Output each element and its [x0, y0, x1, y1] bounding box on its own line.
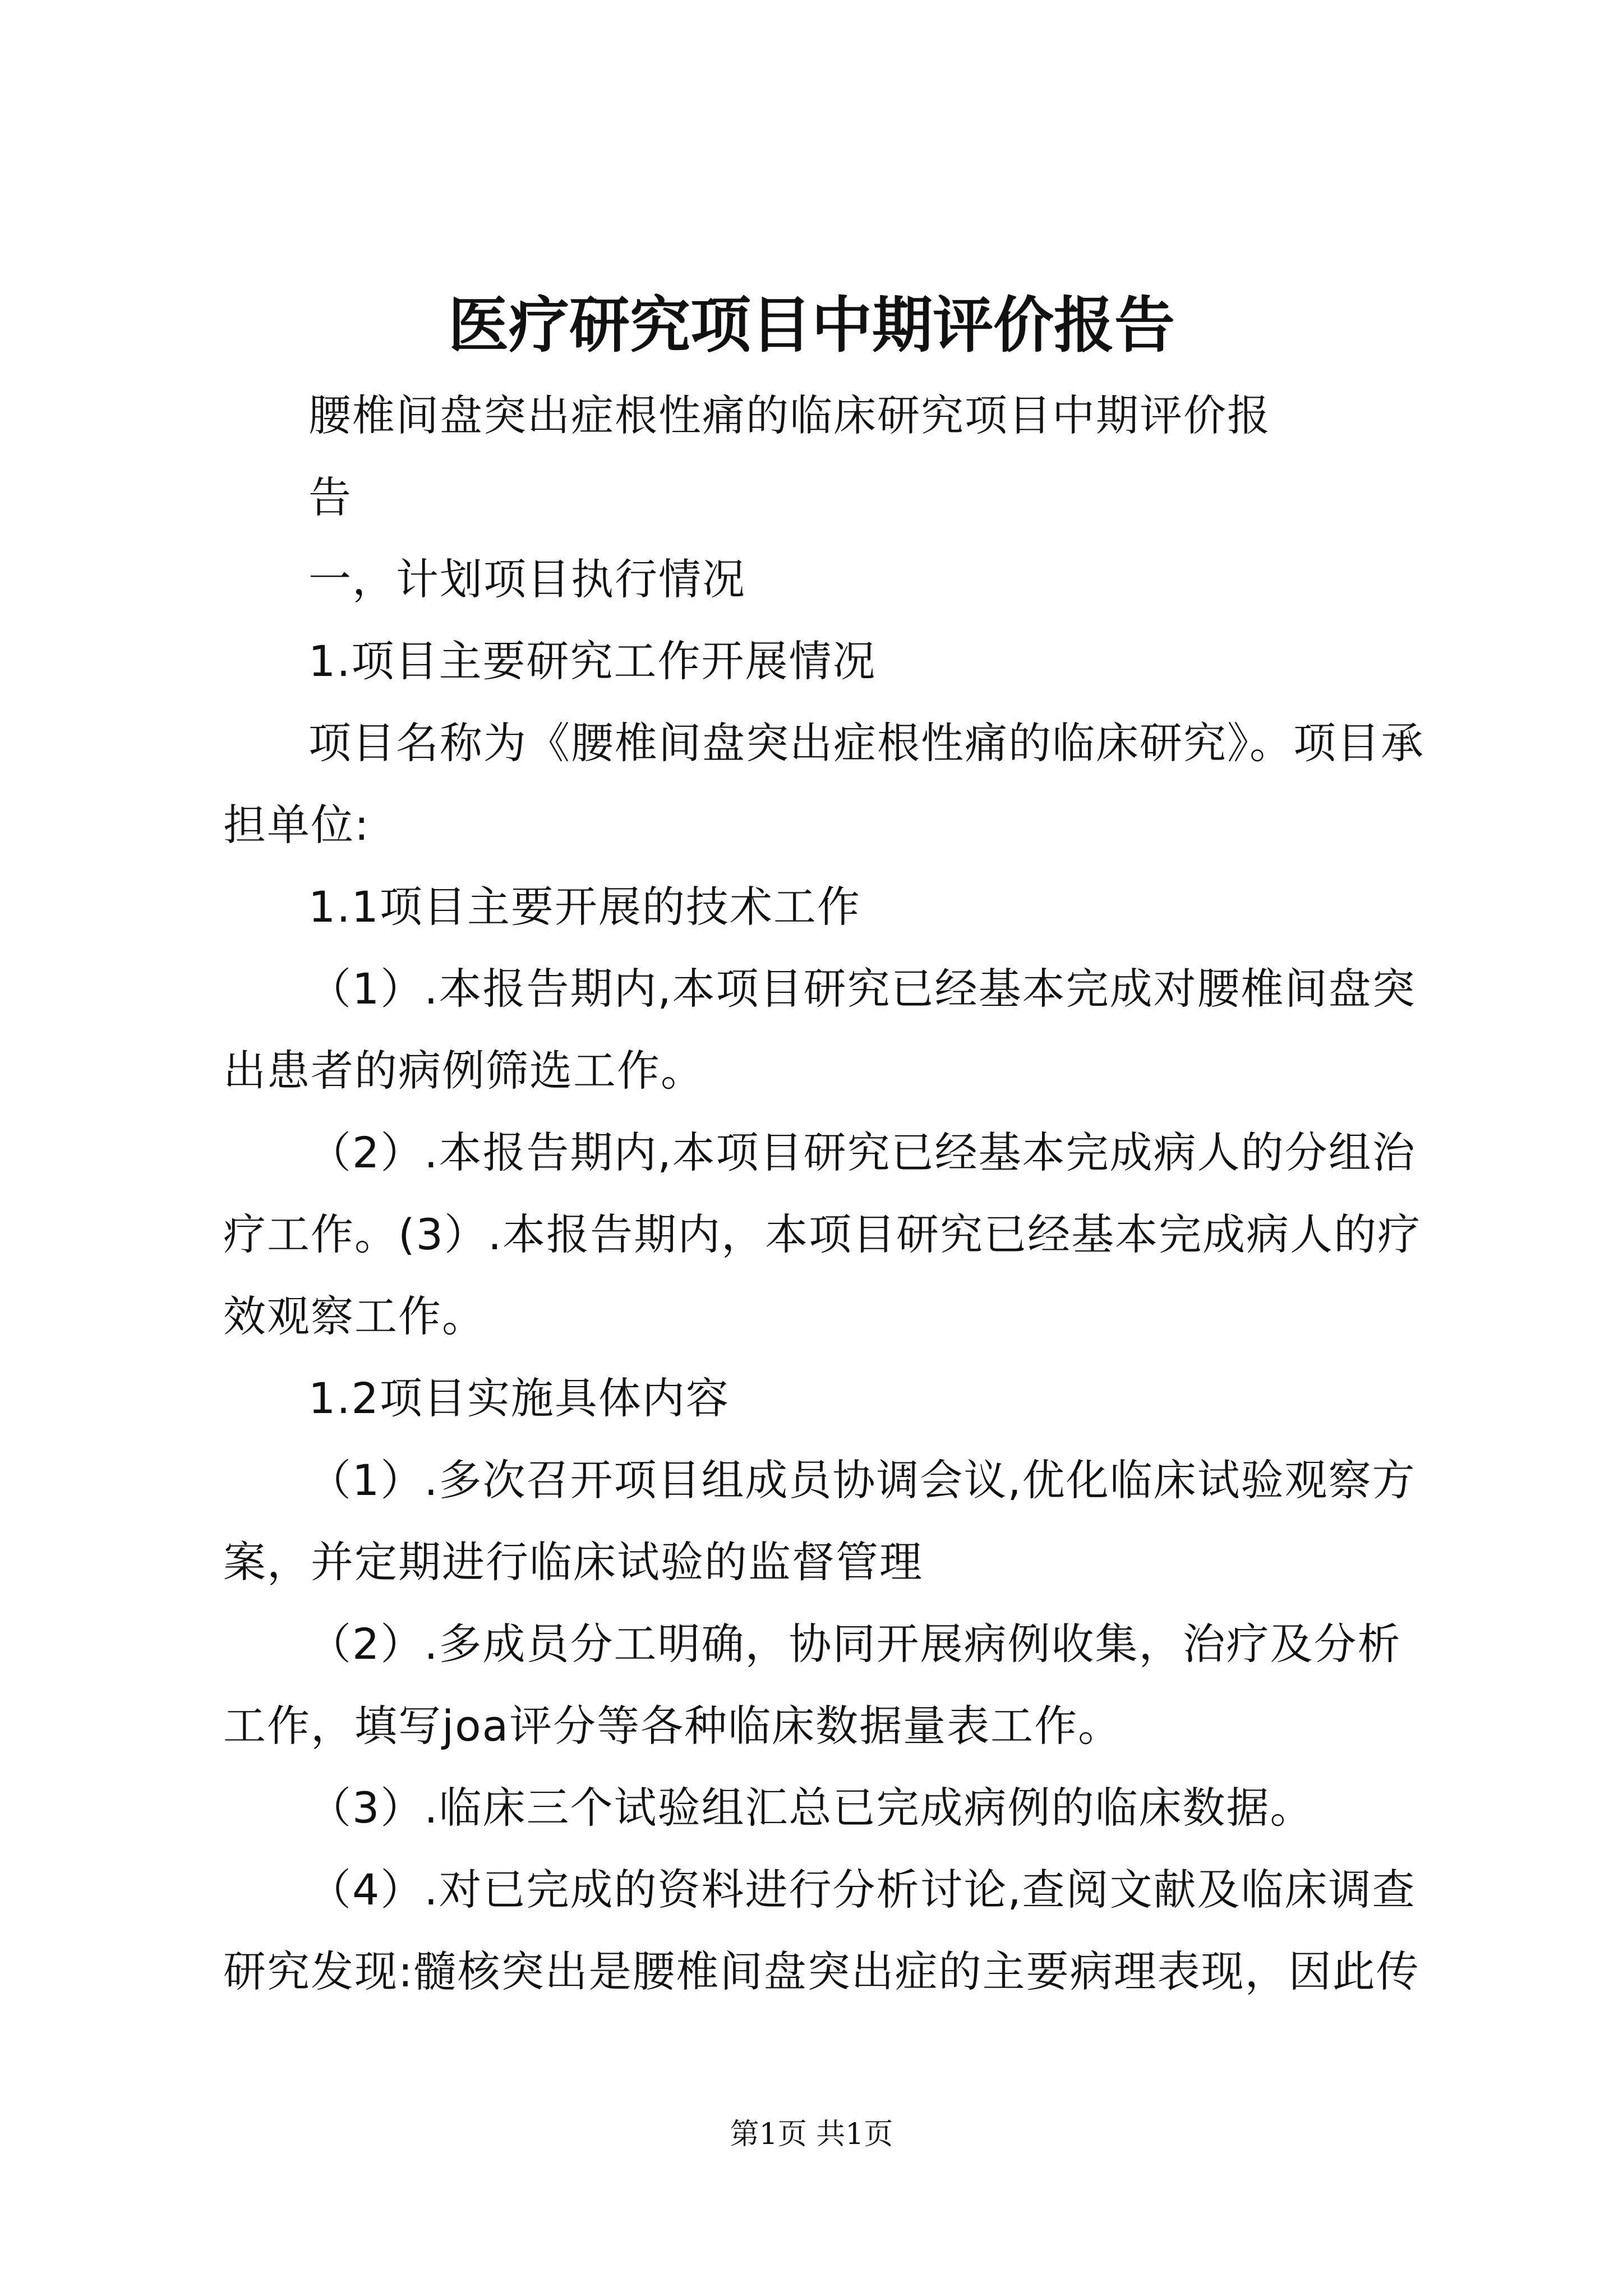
document-title: 医疗研究项目中期评价报告 [448, 290, 1175, 361]
document-body [223, 375, 1427, 2013]
paragraph: （4）.对已完成的资料进行分析讨论,查阅文献及临床调查研究发现:髓核突出是腰椎间盘突出症的主要病理表现，因此传 [223, 1865, 1420, 1996]
page-footer: 第1页 共1页 [730, 2118, 893, 2151]
paragraph: （2）.本报告期内,本项目研究已经基本完成病人的分组治疗工作。(3）.本报告期内，本项目研究已经基本完成病人的疗效观察工作。 [223, 1128, 1422, 1341]
subsection-heading-1-1: 1.1项目主要开展的技术工作 [308, 882, 861, 932]
paragraph: 项目名称为《腰椎间盘突出症根性痛的临床研究》。项目承担单位: [223, 718, 1424, 850]
paragraph: （3）.临床三个试验组汇总已完成病例的临床数据。 [308, 1783, 1314, 1833]
subsection-heading-1-2: 1.2项目实施具体内容 [308, 1373, 730, 1423]
subtitle-line-2: 告 [308, 472, 352, 522]
section-heading-1: 一，计划项目执行情况 [308, 554, 746, 604]
paragraph: （2）.多成员分工明确，协同开展病例收集，治疗及分析工作，填写joa评分等各种临床数据量表工作。 [223, 1619, 1401, 1751]
subtitle-line-1: 腰椎间盘突出症根性痛的临床研究项目中期评价报 [308, 390, 1271, 440]
paragraph: （1）.多次召开项目组成员协调会议,优化临床试验观察方案，并定期进行临床试验的监督管理 [223, 1455, 1416, 1587]
paragraph: （1）.本报告期内,本项目研究已经基本完成对腰椎间盘突出患者的病例筛选工作。 [223, 964, 1416, 1096]
subsection-heading-1: 1.项目主要研究工作开展情况 [308, 636, 877, 686]
